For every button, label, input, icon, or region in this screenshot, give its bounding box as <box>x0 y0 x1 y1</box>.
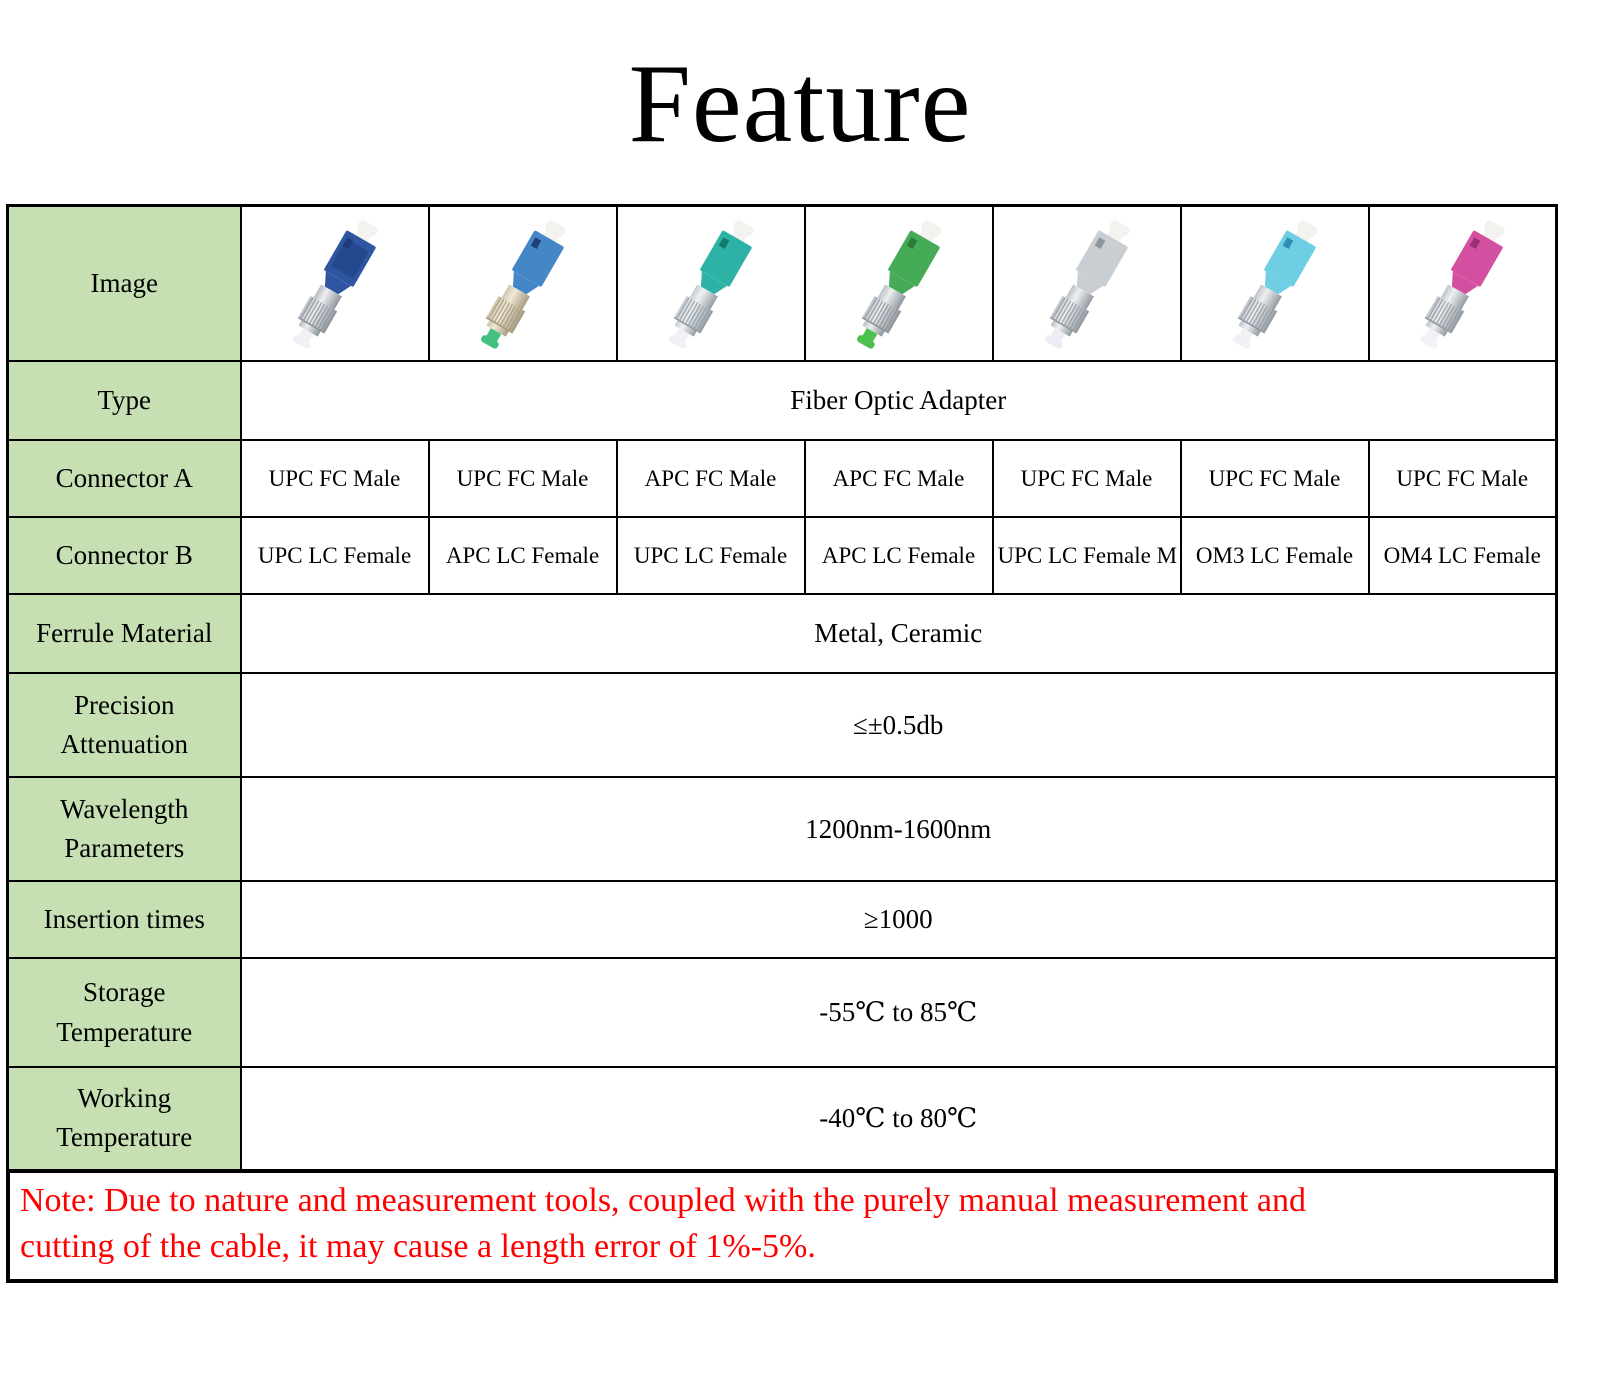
connector-a-value-4: APC FC Male <box>805 440 993 517</box>
product-image-1 <box>241 206 429 362</box>
note-box <box>6 1169 1558 1284</box>
wavelength-parameters-value: 1200nm-1600nm <box>241 777 1557 881</box>
connector-b-value-3: UPC LC Female <box>617 517 805 594</box>
product-image-6 <box>1181 206 1369 362</box>
product-image-7 <box>1369 206 1557 362</box>
connector-a-value-1: UPC FC Male <box>241 440 429 517</box>
row-label-ferrule-material: Ferrule Material <box>8 594 241 673</box>
precision-attenuation-value: ≤±0.5db <box>241 673 1557 777</box>
feature-table <box>6 204 1558 1172</box>
page-title: Feature <box>628 42 972 166</box>
row-label-connector-b: Connector B <box>8 517 241 594</box>
connector-b-value-6: OM3 LC Female <box>1181 517 1369 594</box>
connector-b-value-4: APC LC Female <box>805 517 993 594</box>
table-row-insertion-times <box>8 881 1557 958</box>
insertion-times-value: ≥1000 <box>241 881 1557 958</box>
table-row-ferrule-material <box>8 594 1557 673</box>
blue-lc-fc-adapter-green-tip-photo <box>443 211 603 358</box>
connector-a-value-5: UPC FC Male <box>993 440 1181 517</box>
connector-b-value-7: OM4 LC Female <box>1369 517 1557 594</box>
connector-a-value-6: UPC FC Male <box>1181 440 1369 517</box>
table-row-wavelength-parameters <box>8 777 1557 881</box>
row-label-working-temperature: Working Temperature <box>8 1067 241 1170</box>
connector-a-value-2: UPC FC Male <box>429 440 617 517</box>
blue-lc-fc-adapter-photo <box>255 211 415 358</box>
connector-a-value-3: APC FC Male <box>617 440 805 517</box>
connector-b-value-5: UPC LC Female M <box>993 517 1181 594</box>
table-row-working-temperature <box>8 1067 1557 1170</box>
connector-b-value-1: UPC LC Female <box>241 517 429 594</box>
connector-a-value-7: UPC FC Male <box>1369 440 1557 517</box>
table-row-type <box>8 361 1557 440</box>
row-label-insertion-times: Insertion times <box>8 881 241 958</box>
storage-temperature-value: -55℃ to 85℃ <box>241 958 1557 1067</box>
product-image-5 <box>993 206 1181 362</box>
table-row-storage-temperature <box>8 958 1557 1067</box>
connector-b-value-2: APC LC Female <box>429 517 617 594</box>
aqua-lc-fc-adapter-photo <box>1195 211 1355 358</box>
row-label-wavelength-parameters: Wavelength Parameters <box>8 777 241 881</box>
table-row-image <box>8 206 1557 362</box>
table-row-precision-attenuation <box>8 673 1557 777</box>
row-label-storage-temperature: Storage Temperature <box>8 958 241 1067</box>
table-row-connector-a <box>8 440 1557 517</box>
product-image-3 <box>617 206 805 362</box>
note-line-2: cutting of the cable, it may cause a length error of 1%-5%. <box>20 1228 816 1266</box>
row-label-image: Image <box>8 206 241 362</box>
row-label-type: Type <box>8 361 241 440</box>
row-label-precision-attenuation: Precision Attenuation <box>8 673 241 777</box>
table-row-connector-b <box>8 517 1557 594</box>
ferrule-material-value: Metal, Ceramic <box>241 594 1557 673</box>
gray-lc-fc-adapter-photo <box>1007 211 1167 358</box>
note-line-1: Note: Due to nature and measurement tools, coupled with the purely manual measurement and <box>20 1181 1306 1219</box>
type-value: Fiber Optic Adapter <box>241 361 1557 440</box>
product-image-2 <box>429 206 617 362</box>
teal-lc-fc-adapter-photo <box>631 211 791 358</box>
green-lc-fc-adapter-green-tip-photo <box>819 211 979 358</box>
product-image-4 <box>805 206 993 362</box>
magenta-lc-fc-adapter-photo <box>1382 211 1542 358</box>
working-temperature-value: -40℃ to 80℃ <box>241 1067 1557 1170</box>
row-label-connector-a: Connector A <box>8 440 241 517</box>
